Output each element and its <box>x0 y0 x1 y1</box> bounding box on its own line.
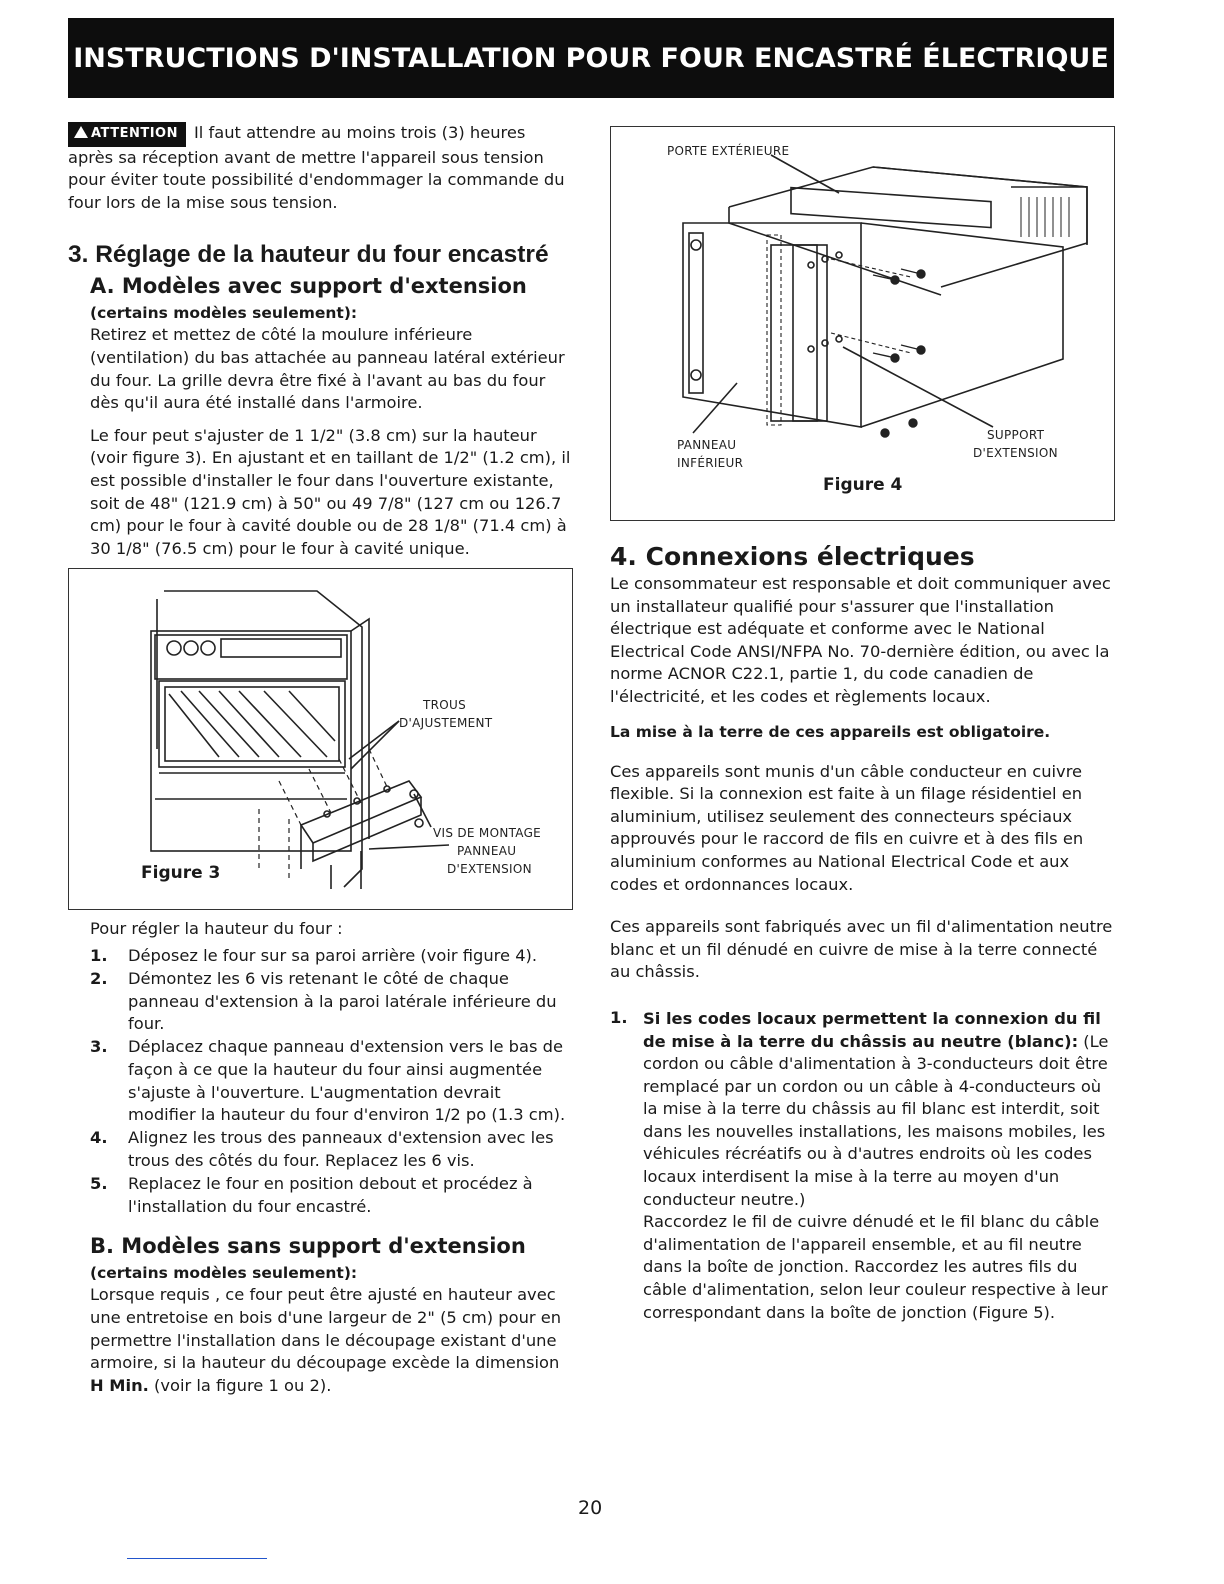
step-text: Démontez les 6 vis retenant le côté de chaque panneau d'extension à la paroi latérale inférieure du four. <box>128 968 557 1034</box>
section3a-note: (certains modèles seulement): <box>90 304 358 323</box>
section3b-paragraph <box>90 1284 573 1397</box>
item-1-text <box>643 1008 1115 1211</box>
figure-4 <box>610 126 1115 521</box>
item-1-bold: Si les codes locaux permettent la connexion du fil de mise à la terre du châssis au neutre (blanc): <box>643 1008 1101 1051</box>
list-item <box>68 945 573 968</box>
item-number: 1. <box>610 1007 628 1027</box>
steps-list <box>68 945 573 1219</box>
section3b-title: B. Modèles sans support d'extension <box>90 1234 526 1259</box>
list-item <box>68 968 573 1036</box>
section4-paragraph-1: Le consommateur est responsable et doit communiquer avec un installateur qualifié pour s'assurer que l'installation électrique est adéquate et conforme avec le National Electrical Code ANSI/NFPA No. 70-dernière édition, ou avec la norme ACNOR C22.1, partie 1, du code canadien de l'électricité, et les codes et règlements locaux. <box>610 574 1111 706</box>
warning-icon <box>74 126 88 138</box>
step-number: 2. <box>90 968 108 988</box>
section3a-title: A. Modèles avec support d'extension <box>90 274 527 299</box>
section4-paragraph-3: Ces appareils sont fabriqués avec un fil d'alimentation neutre blanc et un fil dénudé en cuivre de mise à la terre connecté au châssis. <box>610 917 1113 982</box>
item-1-body: (Le cordon ou câble d'alimentation à 3-conducteurs doit être remplacé par un cordon ou un câble à 4-conducteurs où la mise à la terre du châssis au fil blanc est interdit, soit dans les nouvelles installations, les maisons mobiles, les véhicules récréatifs ou à d'autres endroits où les codes locaux interdisent la mise à la terre au moyen d'un conducteur neutre.) <box>643 1031 1109 1209</box>
figure-3-label-holes-2: D'AJUSTEMENT <box>399 716 493 731</box>
figure-3-caption: Figure 3 <box>141 863 221 884</box>
section3-title: 3. Réglage de la hauteur du four encastré <box>68 241 549 269</box>
section4-grounding-notice: La mise à la terre de ces appareils est obligatoire. <box>610 722 1051 741</box>
footer-divider <box>127 1558 267 1559</box>
step-text: Replacez le four en position debout et procédez à l'installation du four encastré. <box>128 1173 533 1216</box>
step-number: 5. <box>90 1173 108 1193</box>
banner-title: INSTRUCTIONS D'INSTALLATION POUR FOUR ENCASTRÉ ÉLECTRIQUE <box>73 42 1109 74</box>
step-number: 3. <box>90 1037 108 1057</box>
attention-text: Il faut attendre au moins trois (3) heures après sa réception avant de mettre l'appareil sous tension pour éviter toute possibilité d'endommager la commande du four lors de la mise sous tension. <box>68 123 565 212</box>
figure-4-label-support-2: D'EXTENSION <box>973 446 1058 460</box>
attention-badge <box>68 122 186 147</box>
figure-4-caption: Figure 4 <box>823 475 903 495</box>
attention-badge-label: ATTENTION <box>91 126 178 141</box>
figure-3-label-holes-1: TROUS <box>423 698 467 713</box>
section4-title: 4. Connexions électriques <box>610 542 975 571</box>
section3b-note: (certains modèles seulement): <box>90 1264 358 1283</box>
figure-3-label-panel-2: D'EXTENSION <box>447 862 532 877</box>
attention-paragraph <box>68 122 573 214</box>
figure-4-label-support-1: SUPPORT <box>987 428 1045 442</box>
section3b-text-a: Lorsque requis , ce four peut être ajusté en hauteur avec une entretoise en bois d'une largeur de 2" (5 cm) pour en permettre l'installation dans le découpage existant d'une armoire, si la hauteur du découpage excède la dimension <box>90 1285 562 1373</box>
step-text: Déposez le four sur sa paroi arrière (voir figure 4). <box>128 945 538 965</box>
figure-4-label-panel-2: INFÉRIEUR <box>677 456 744 470</box>
section3a-paragraph-2: Le four peut s'ajuster de 1 1/2" (3.8 cm) sur la hauteur (voir figure 3). En ajustant et en taillant de 1/2" (1.2 cm), il est possible d'installer le four dans l'ouverture existante, soit de 48" (121.9 cm) à 50" ou 49 7/8" (127 cm ou 126.7 cm) pour le four à cavité double ou de 28 1/8" (71.4 cm) à 30 1/8" (76.5 cm) pour le four à cavité unique. <box>90 425 571 558</box>
section3b-text-b: (voir la figure 1 ou 2). <box>148 1375 332 1395</box>
list-item <box>68 1173 573 1219</box>
step-text: Déplacez chaque panneau d'extension vers le bas de façon à ce que la hauteur du four ainsi augmentée s'ajuste à l'ouverture. L'augmentation devrait modifier la hauteur du four d'environ 1/2 po (1.3 cm). <box>128 1037 566 1125</box>
step-number: 4. <box>90 1128 108 1148</box>
item-1-text-2: Raccordez le fil de cuivre dénudé et le fil blanc du câble d'alimentation de l'appareil ensemble, et au fil neutre dans la boîte de jonction. Raccordez les autres fils du câble d'alimentation, selon leur couleur respective à leur correspondant dans la boîte de jonction (Figure 5). <box>643 1212 1108 1322</box>
section3a-paragraph-1: Retirez et mettez de côté la moulure inférieure (ventilation) du bas attachée au panneau latéral extérieur du four. La grille devra être fixé à l'avant au bas du four dès qu'il aura été installé dans l'armoire. <box>90 325 565 413</box>
step-number: 1. <box>90 945 108 965</box>
page-number: 20 <box>578 1497 603 1519</box>
section4-paragraph-2: Ces appareils sont munis d'un câble conducteur en cuivre flexible. Si la connexion est faite à un filage résidentiel en aluminium, utilisez seulement des connecteurs spéciaux approuvés pour le raccord de fils en cuivre et à des fils en aluminium conformes au National Electrical Code et aux codes et ordonnances locaux. <box>610 761 1084 894</box>
figure-4-label-panel-1: PANNEAU <box>677 438 737 452</box>
figure-3 <box>68 568 573 910</box>
steps-intro: Pour régler la hauteur du four : <box>90 919 343 939</box>
list-item <box>68 1127 573 1173</box>
list-item <box>68 1036 573 1127</box>
step-text: Alignez les trous des panneaux d'extension avec les trous des côtés du four. Replacez les 6 vis. <box>128 1128 554 1171</box>
figure-3-label-panel-1: PANNEAU <box>457 844 517 859</box>
section3b-text-bold: H Min. <box>90 1375 149 1395</box>
section4-item-1 <box>610 1008 1115 1324</box>
right-column <box>610 126 1115 1324</box>
page-banner <box>68 18 1114 98</box>
figure-4-label-door: PORTE EXTÉRIEURE <box>667 144 790 158</box>
left-column <box>68 122 573 1397</box>
figure-3-label-screws: VIS DE MONTAGE <box>433 826 542 841</box>
